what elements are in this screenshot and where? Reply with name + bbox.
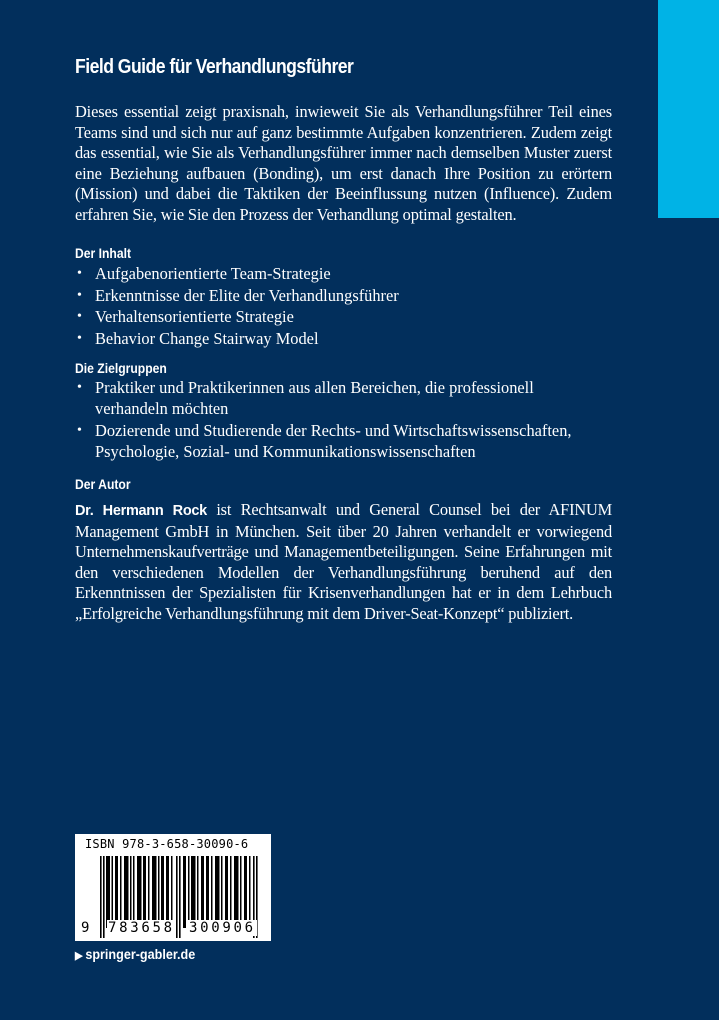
bullet-icon: • [77, 266, 82, 281]
bullet-icon: • [77, 287, 82, 303]
intro-paragraph: Dieses essential zeigt praxisnah, inwieweit Sie als Verhandlungsführer Teil eines Teams sind und sich nur auf ganz bestimmte Aufgaben konzentrieren. Zudem zeigt das essential, wie Sie als Verhandlungsführer immer nach demselben Muster zuerst eine Beziehung aufbauen (Bonding), um erst danach Ihre Position zu erörtern (Mission) und dabei die Taktiken der Beeinflussung nutzen (Influence). Zudem erfahren Sie, wie Sie den Prozess der Verhandlung optimal gestalten. [75, 102, 612, 224]
list-item: • Aufgabenorientierte Team-Strategie [77, 264, 331, 283]
author-bio: Dr. Hermann Rock ist Rechtsanwalt und General Counsel bei der AFINUM Management GmbH in München. Seit über 20 Jahren verhandelt er vorwiegend Unternehmenskaufverträge und Managementbeteiligungen. Seine Erfahrungen mit den verschiedenen Modellen der Verhandlungsführung beruhend auf den Erkenntnissen der Spezialisten für Krisenverhandlungen hat er in dem Lehrbuch „Erfolgreiche Verhandlungsführung mit dem Driver-Seat-Konzept“ publiziert. [75, 500, 612, 623]
bullet-icon: • [77, 423, 82, 439]
arrow-right-icon: ▶ [75, 950, 83, 962]
publisher-url[interactable]: springer-gabler.de [85, 946, 196, 962]
isbn-label: ISBN 978-3-658-30090-6 [85, 837, 249, 851]
publisher-link[interactable] [75, 946, 195, 962]
bullet-icon: • [77, 330, 82, 346]
bullet-icon: • [77, 380, 82, 395]
author-heading: Der Autor [75, 477, 131, 492]
book-title: Field Guide für Verhandlungsführer [75, 56, 354, 78]
audience-list [75, 378, 572, 464]
contents-heading: Der Inhalt [75, 246, 132, 261]
list-item: • Verhaltensorientierte Strategie [77, 307, 294, 326]
contents-list [75, 263, 620, 349]
author-name: Dr. Hermann Rock [75, 503, 207, 519]
accent-bar [658, 0, 719, 218]
list-item: • Behavior Change Stairway Model [77, 328, 319, 348]
isbn-barcode-box: ISBN 978-3-658-30090-6 9 783658 300906 [75, 834, 271, 941]
list-item: • Dozierende und Studierende der Rechts- und Wirtschaftswissenschaften, Psychologie, Sozial- und Kommunikationswissenschaften [77, 421, 572, 461]
bullet-icon: • [77, 309, 82, 324]
audience-heading: Die Zielgruppen [75, 361, 167, 376]
list-item: • Erkenntnisse der Elite der Verhandlungsführer [77, 285, 399, 305]
list-item: • Praktiker und Praktikerinnen aus allen Bereichen, die professionell verhandeln möchten [77, 378, 534, 418]
